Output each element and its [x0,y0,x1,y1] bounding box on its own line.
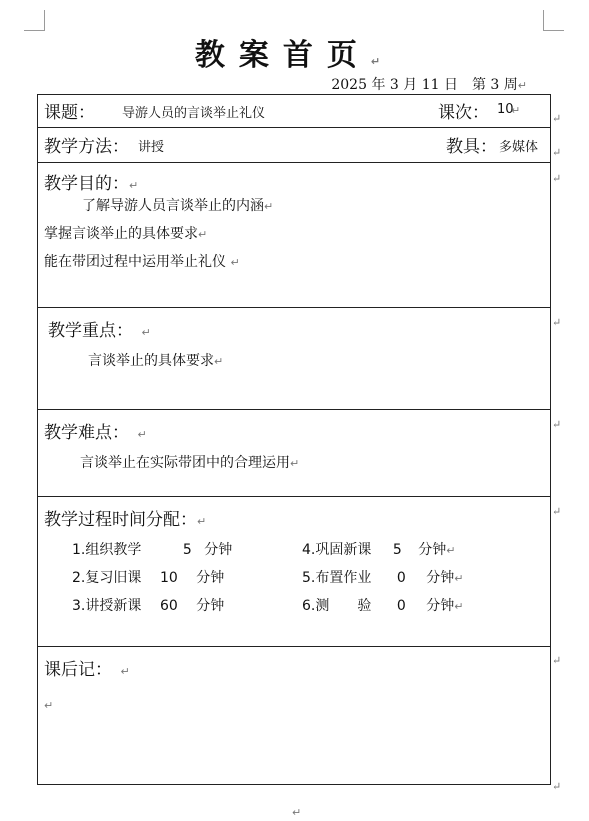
difficulties-label: 教学难点： [44,423,121,443]
objective-item: 了解导游人员言谈举止的内涵↵ [82,198,274,214]
key-points-label: 教学重点： [48,321,125,341]
lesson-plan-table: 课题： 导游人员的言谈举止礼仪 课次： 10 ↵ 教学方法： 讲授 教具： 多媒体 教学目的：↵ 了解导游人员言谈举止的内涵↵ 掌握言谈举止的具体要求↵ 能在带团过程中运用举止礼仪 ↵ 教学重点： ↵ 言谈举止的具体要求↵ 教学难点： ↵ 言谈举止在实际带团中的合理运用↵ 教学过程时间分配：↵ 1.组织教学 5 分钟 2.复习旧课 10 分钟 3.讲授新课 60 分钟 4.巩固新课 5 分钟↵ 5.布置作业 0 分钟↵ 6.测 验 0 分钟↵ 课后记： ↵ ↵ [37,94,551,785]
objective-item: 能在带团过程中运用举止礼仪 ↵ [44,254,240,270]
page-corner-mark-left [24,10,45,31]
row-end-mark: ↵ [552,316,562,329]
row-end-mark: ↵ [552,780,562,793]
tools-value: 多媒体 [499,140,539,155]
tools-label: 教具： [446,137,497,157]
page-corner-mark-right [543,10,564,31]
document-end-mark: ↵ [292,806,302,819]
time-item: 3.讲授新课 60 分钟 [72,598,225,614]
method-label: 教学方法： [44,137,129,157]
key-points-text: 言谈举止的具体要求↵ [88,353,224,369]
date-line: 2025 年 3 月 11 日 第 3 周↵ [331,77,527,93]
objectives-label: 教学目的： [44,174,129,194]
row-end-mark: ↵ [552,505,562,518]
row-end-mark: ↵ [552,418,562,431]
topic-value: 导游人员的言谈举止礼仪 [122,106,266,121]
postscript-label: 课后记： [44,660,104,680]
topic-label: 课题： [44,103,95,123]
time-item: 2.复习旧课 10 分钟 [72,570,225,586]
session-label: 课次： [438,103,489,123]
time-item: 6.测 验 0 分钟↵ [302,598,464,614]
page-title: 教案首页↵ [194,38,395,73]
method-value: 讲授 [138,140,165,155]
row-end-mark: ↵ [552,172,562,185]
difficulties-text: 言谈举止在实际带团中的合理运用↵ [80,455,300,471]
method-row [38,128,550,160]
topic-row: 课题： 导游人员的言谈举止礼仪 课次： 10 ↵ [38,95,550,127]
objective-item: 掌握言谈举止的具体要求↵ [44,226,208,242]
row-end-mark: ↵ [552,146,562,159]
time-allocation-label: 教学过程时间分配： [44,510,197,530]
time-item: 4.巩固新课 5 分钟↵ [302,542,456,558]
time-item: 1.组织教学 5 分钟 [72,542,233,558]
row-end-mark: ↵ [552,654,562,667]
row-end-mark: ↵ [552,112,562,125]
time-item: 5.布置作业 0 分钟↵ [302,570,464,586]
session-value: 10 [497,102,514,117]
